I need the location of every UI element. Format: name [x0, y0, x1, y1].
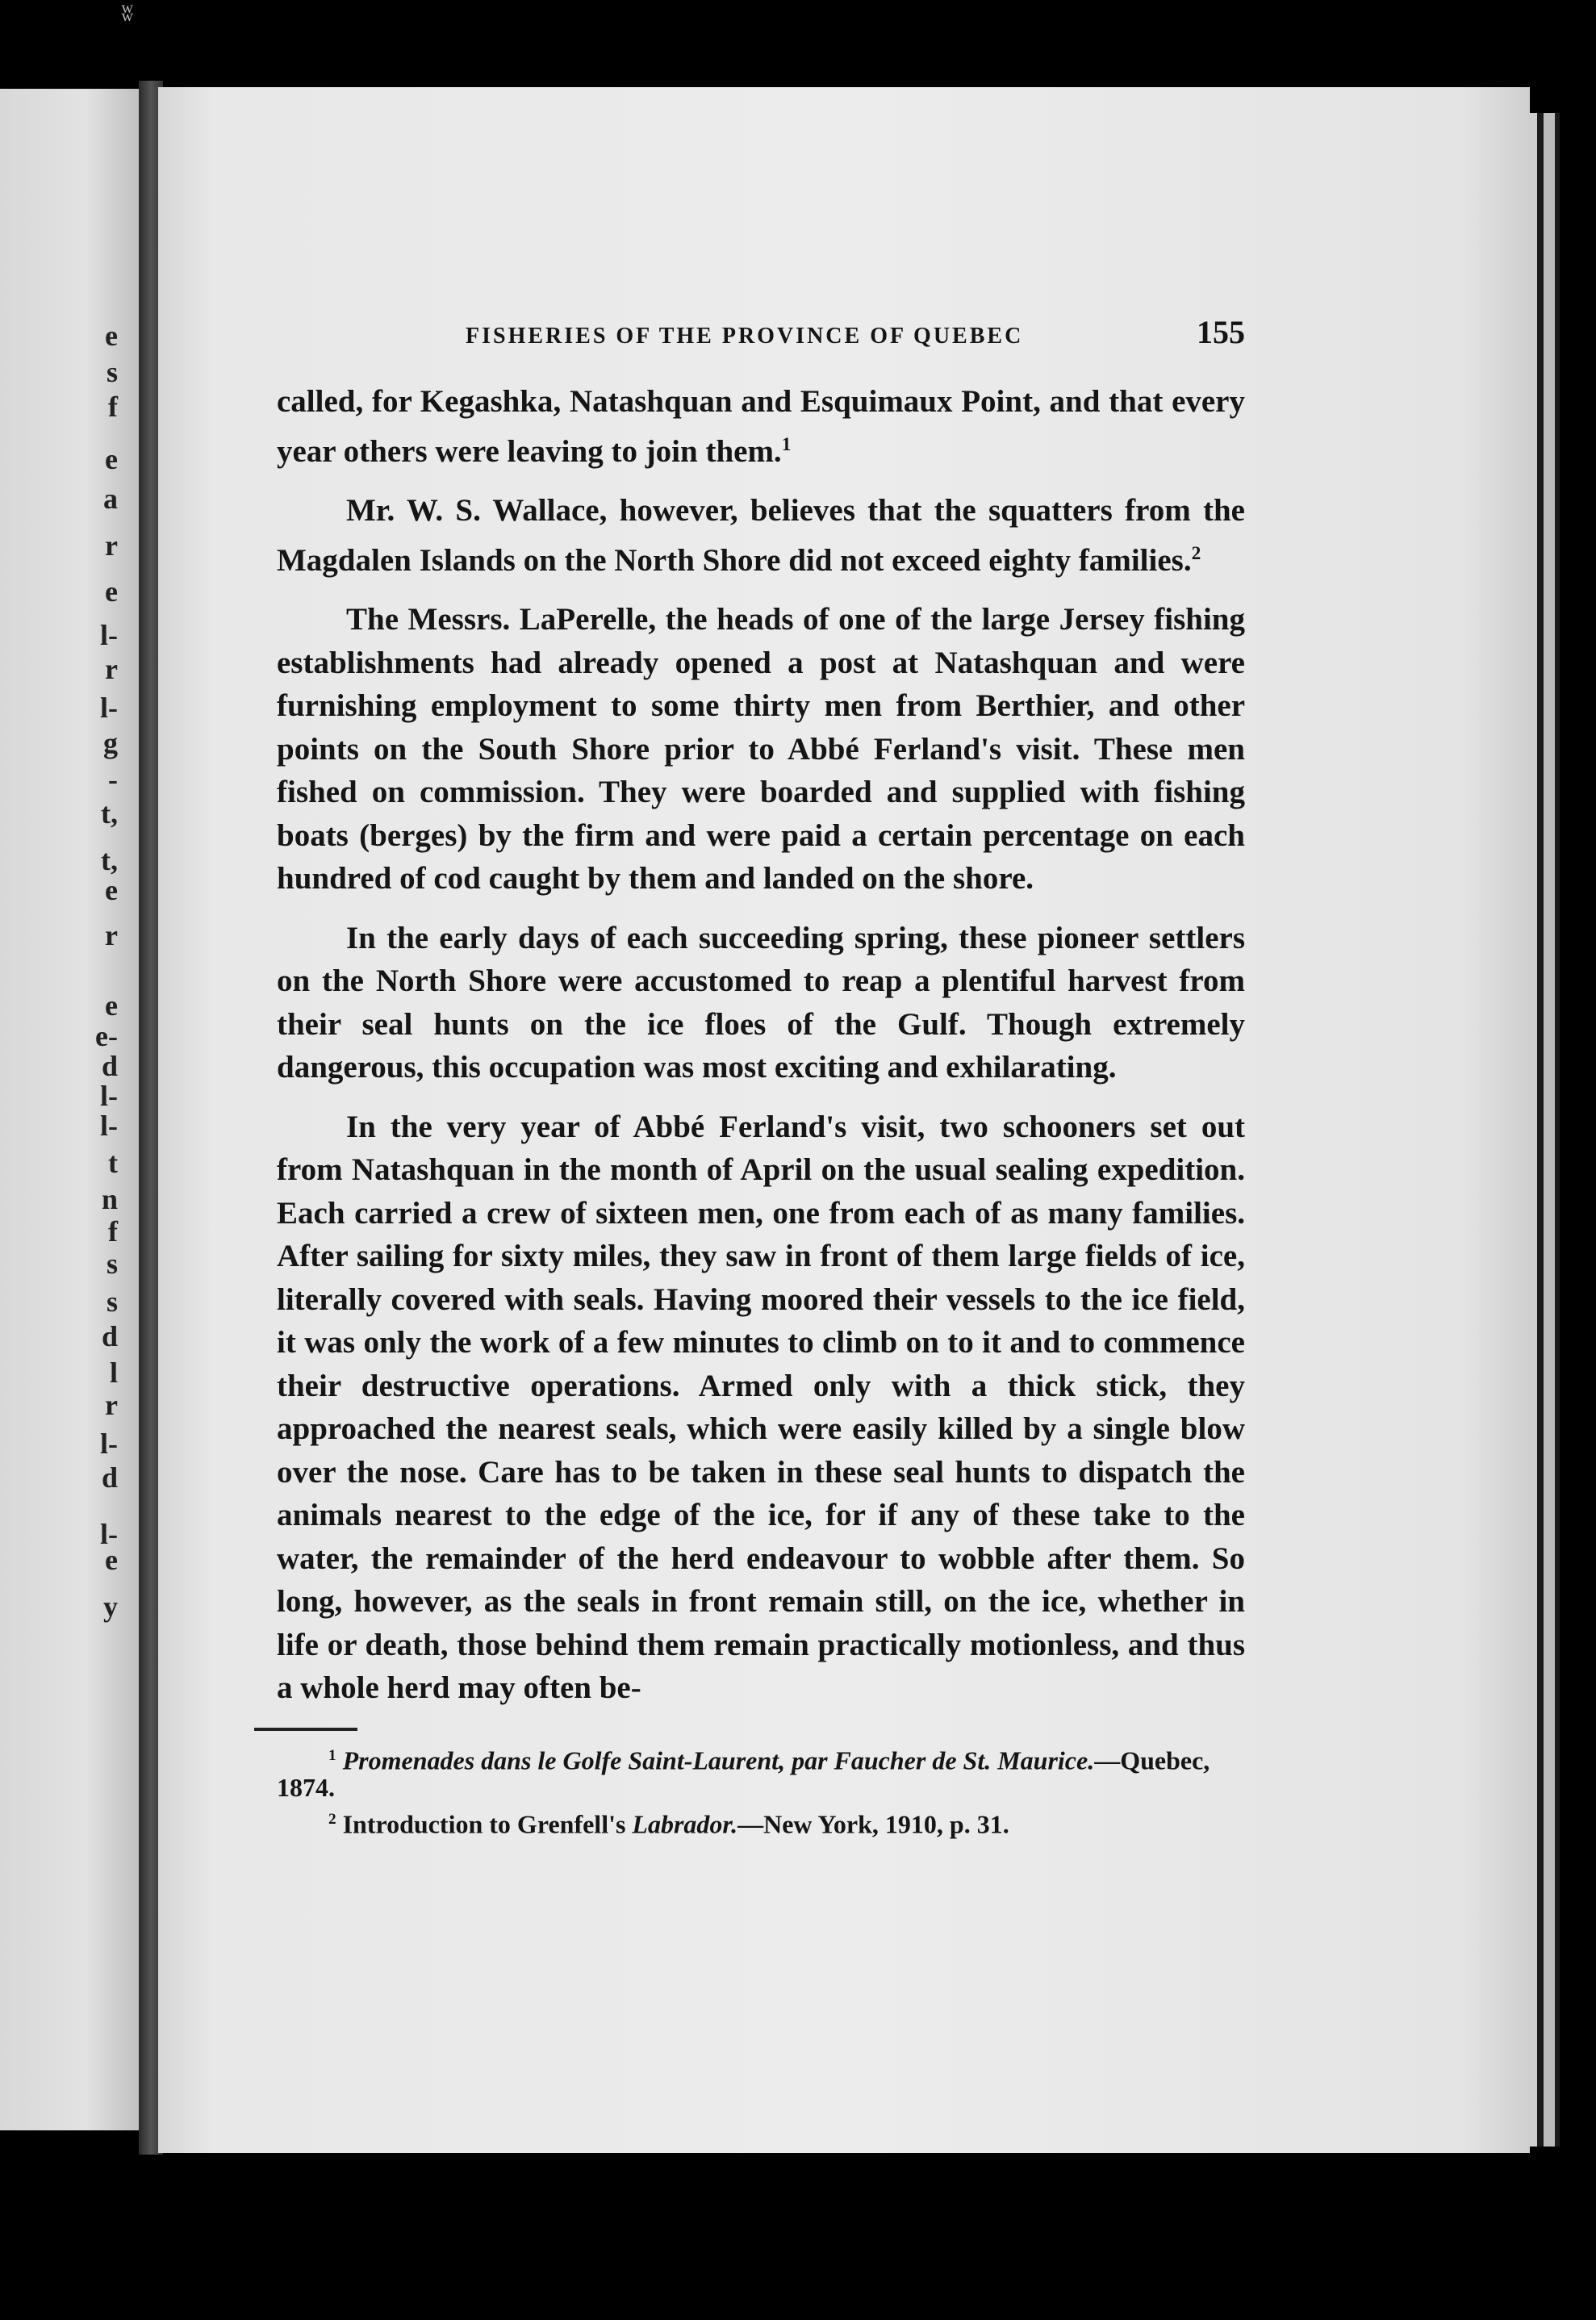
footnote: $^1$ Promenades dans le Golfe Saint-Laurent, par Faucher de St. Maurice.—Quebec, 1874.	[277, 1745, 1210, 1803]
left-page-text-fragment: e	[105, 443, 118, 475]
left-page-text-fragment: l	[109, 1356, 118, 1389]
left-page-text-fragment: t,	[101, 797, 118, 830]
left-page-text-fragment: l-	[100, 692, 118, 724]
footnote-ref: 1	[781, 433, 792, 455]
left-page-text-fragment: t,	[101, 844, 118, 876]
running-title: FISHERIES OF THE PROVINCE OF QUEBEC	[466, 324, 1024, 349]
page-edge	[1544, 113, 1555, 2147]
left-page-text-fragment: d	[101, 1461, 118, 1494]
left-page-text-fragment: l-	[100, 1080, 118, 1112]
running-head	[277, 313, 1245, 351]
left-page-text-fragment: l-	[100, 1110, 118, 1142]
page-content	[277, 313, 1245, 1843]
left-page-text-fragment: r	[105, 1389, 118, 1421]
corner-mark: ʬ	[121, 0, 134, 27]
footnote: $^2$ Introduction to Grenfell's Labrador.—New York, 1910, p. 31.	[328, 1809, 1009, 1839]
left-page-edge	[0, 89, 144, 2130]
footnote-ref: 2	[1191, 542, 1201, 564]
page-edge	[1527, 113, 1537, 2147]
left-page-text-fragment: r	[105, 919, 118, 951]
paragraph: In the very year of Abbé Ferland's visit, two schooners set out from Natashquan in the month of April on the usual sealing expedition. Each carried a crew of sixteen men, one from each of as many families. After sailing for sixty miles, they saw in front of them large fields of ice, literally covered with seals. Having moored their vessels to the ice field, it was only the work of a few minutes to climb on to it and to commence their destructive operations. Armed only with a thick stick, they approached the nearest seals, which were easily killed by a single blow over the nose. Care has to be taken in these seal hunts to dispatch the animals nearest to the edge of the ice, for if any of these take to the water, the remainder of the herd endeavour to wobble after them. So long, however, as the seals in front remain still, on the ice, whether in life or death, those behind them remain practically motionless, and thus a whole herd may often be-	[277, 1109, 1245, 1705]
left-page-text-fragment: y	[103, 1591, 118, 1623]
left-page-text-fragment: t	[108, 1147, 118, 1179]
left-page-text-fragment: f	[108, 391, 118, 423]
left-page-text-fragment: f	[108, 1215, 118, 1248]
paragraph: In the early days of each succeeding spring, these pioneer settlers on the North Shore were accustomed to reap a plentiful harvest from their seal hunts on the ice floes of the Gulf. Though extremely dangerous, this occupation was most exciting and exhilarating.	[277, 920, 1245, 1085]
left-page-text-fragment: e	[105, 989, 118, 1022]
left-page-text-fragment: l-	[100, 619, 118, 651]
footnote-rule	[254, 1728, 357, 1731]
left-page-text-fragment: r	[105, 653, 118, 685]
left-page-text-fragment: -	[108, 763, 118, 796]
left-page-text-fragment: l-	[100, 1428, 118, 1460]
left-page-text-fragment: g	[103, 727, 118, 759]
paragraph: called, for Kegashka, Natashquan and Esquimaux Point, and that every year others were leaving to join them.$^1$	[277, 384, 1245, 469]
left-page-text-fragment: a	[103, 483, 118, 515]
paragraph: Mr. W. S. Wallace, however, believes that the squatters from the Magdalen Islands on the North Shore did not exceed eighty families.$^2$	[277, 493, 1245, 578]
left-page-text-fragment: e	[105, 1544, 118, 1576]
left-page-text-fragment: s	[106, 1248, 118, 1280]
page-edge-shadow	[1555, 113, 1560, 2147]
page-number: 155	[1197, 314, 1245, 350]
left-page-text-fragment: l-	[100, 1518, 118, 1550]
left-page-text-fragment: e	[105, 874, 118, 906]
left-page-text-fragment: e	[105, 575, 118, 608]
left-page-text-fragment: n	[101, 1183, 118, 1215]
left-page-text-fragment: r	[105, 529, 118, 562]
left-page-text-fragment: e-	[95, 1020, 118, 1052]
left-page-text-fragment: d	[101, 1050, 118, 1082]
page-edge-shadow	[1537, 113, 1544, 2147]
paragraph: The Messrs. LaPerelle, the heads of one of the large Jersey fishing establishments had already opened a post at Natashquan and were furnishing employment to some thirty men from Berthier, and other points on the South Shore prior to Abbé Ferland's visit. These men fished on commission. They were boarded and supplied with fishing boats (berges) by the firm and were paid a certain percentage on each hundred of cod caught by them and landed on the shore.	[277, 602, 1245, 896]
left-page-text-fragment: e	[105, 320, 118, 352]
left-page-text-fragment: s	[106, 1285, 118, 1318]
left-page-text-fragment: d	[101, 1320, 118, 1352]
left-page-text-fragment: s	[106, 356, 118, 388]
